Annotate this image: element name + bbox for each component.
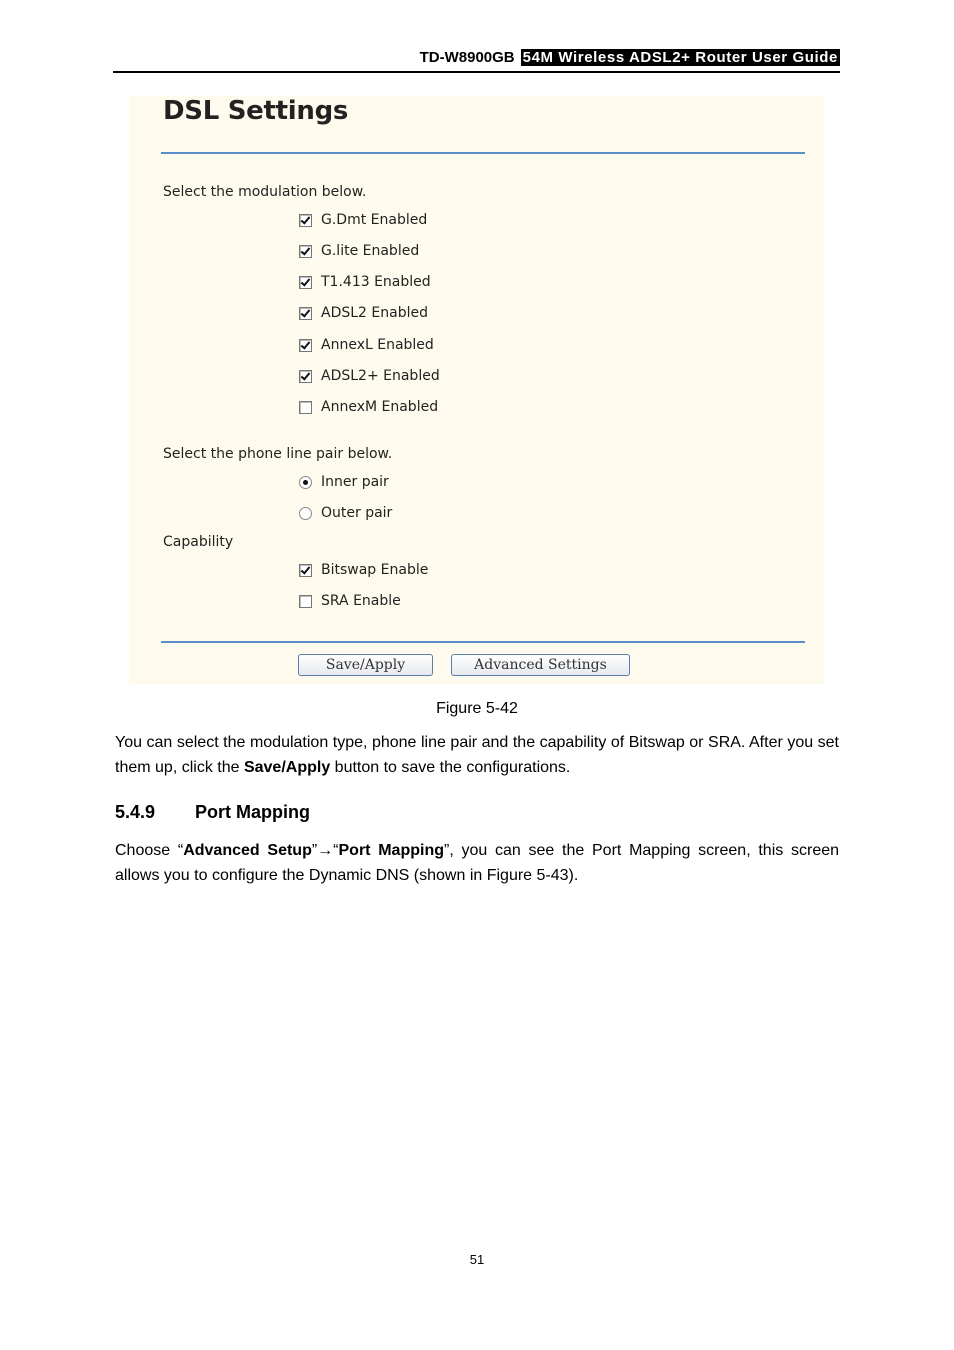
- sra-option[interactable]: [299, 592, 401, 610]
- header-model: TD-W8900GB: [419, 49, 515, 66]
- description-paragraph: [115, 730, 839, 780]
- bottom-divider: [161, 641, 805, 643]
- bitswap-label: Bitswap Enable: [321, 562, 429, 578]
- section-heading: [115, 802, 310, 823]
- adsl2plus-checkbox[interactable]: [299, 370, 312, 383]
- inner-pair-option[interactable]: [299, 473, 389, 491]
- annexm-label: AnnexM Enabled: [321, 399, 439, 415]
- section-title: Port Mapping: [195, 802, 310, 822]
- adsl2-checkbox[interactable]: [299, 307, 312, 320]
- top-divider: [161, 152, 805, 154]
- annexm-option[interactable]: [299, 398, 438, 416]
- advanced-settings-button[interactable]: Advanced Settings: [451, 654, 630, 676]
- save-apply-button[interactable]: Save/Apply: [298, 654, 433, 676]
- outer-pair-radio[interactable]: [299, 507, 312, 520]
- bitswap-option[interactable]: [299, 561, 428, 579]
- para2-text-a: Choose “: [115, 842, 184, 859]
- gdmt-label: G.Dmt Enabled: [321, 212, 428, 228]
- para2-text-c: ”, you can see the Port Mapping screen, this screen allows you to configure the Dynamic DNS (shown in Figure 5-43).: [115, 842, 840, 884]
- bitswap-checkbox[interactable]: [299, 564, 312, 577]
- annexm-checkbox[interactable]: [299, 401, 312, 414]
- adsl2-option[interactable]: [299, 304, 428, 322]
- port-mapping-paragraph: [115, 838, 839, 888]
- page-header: [113, 49, 840, 73]
- annexl-option[interactable]: [299, 336, 434, 354]
- gdmt-checkbox[interactable]: [299, 214, 312, 227]
- dsl-settings-panel: [129, 96, 824, 684]
- sra-label: SRA Enable: [321, 593, 401, 609]
- t1413-option[interactable]: [299, 273, 431, 291]
- para1-bold: Save/Apply: [243, 759, 331, 776]
- page-number: 51: [469, 1252, 485, 1267]
- para2-bold-a: Advanced Setup: [183, 842, 312, 859]
- inner-pair-label: Inner pair: [321, 474, 389, 490]
- para1-text-b: button to save the configurations.: [330, 759, 571, 776]
- sra-checkbox[interactable]: [299, 595, 312, 608]
- glite-checkbox[interactable]: [299, 245, 312, 258]
- para1-text-a: You can select the modulation type, phone line pair and the capability of Bitswap or SRA. After you set them up, click the: [115, 734, 839, 776]
- figure-caption: Figure 5-42: [436, 700, 518, 717]
- annexl-label: AnnexL Enabled: [321, 337, 434, 353]
- t1413-checkbox[interactable]: [299, 276, 312, 289]
- adsl2plus-option[interactable]: [299, 367, 440, 385]
- outer-pair-label: Outer pair: [321, 505, 393, 521]
- annexl-checkbox[interactable]: [299, 339, 312, 352]
- para2-bold-b: Port Mapping: [338, 842, 444, 859]
- gdmt-option[interactable]: [299, 211, 427, 229]
- header-guide-title: 54M Wireless ADSL2+ Router User Guide: [522, 49, 838, 66]
- adsl2-label: ADSL2 Enabled: [321, 305, 428, 321]
- capability-label: Capability: [163, 534, 234, 550]
- phone-line-label: Select the phone line pair below.: [163, 446, 393, 462]
- outer-pair-option[interactable]: [299, 504, 392, 522]
- para2-text-b: ”→“: [311, 842, 339, 859]
- inner-pair-radio[interactable]: [299, 476, 312, 489]
- section-number: 5.4.9: [115, 802, 156, 822]
- adsl2plus-label: ADSL2+ Enabled: [321, 368, 440, 384]
- glite-label: G.lite Enabled: [321, 243, 420, 259]
- glite-option[interactable]: [299, 242, 419, 260]
- panel-title: DSL Settings: [163, 96, 349, 126]
- modulation-label: Select the modulation below.: [163, 184, 367, 200]
- t1413-label: T1.413 Enabled: [321, 274, 431, 290]
